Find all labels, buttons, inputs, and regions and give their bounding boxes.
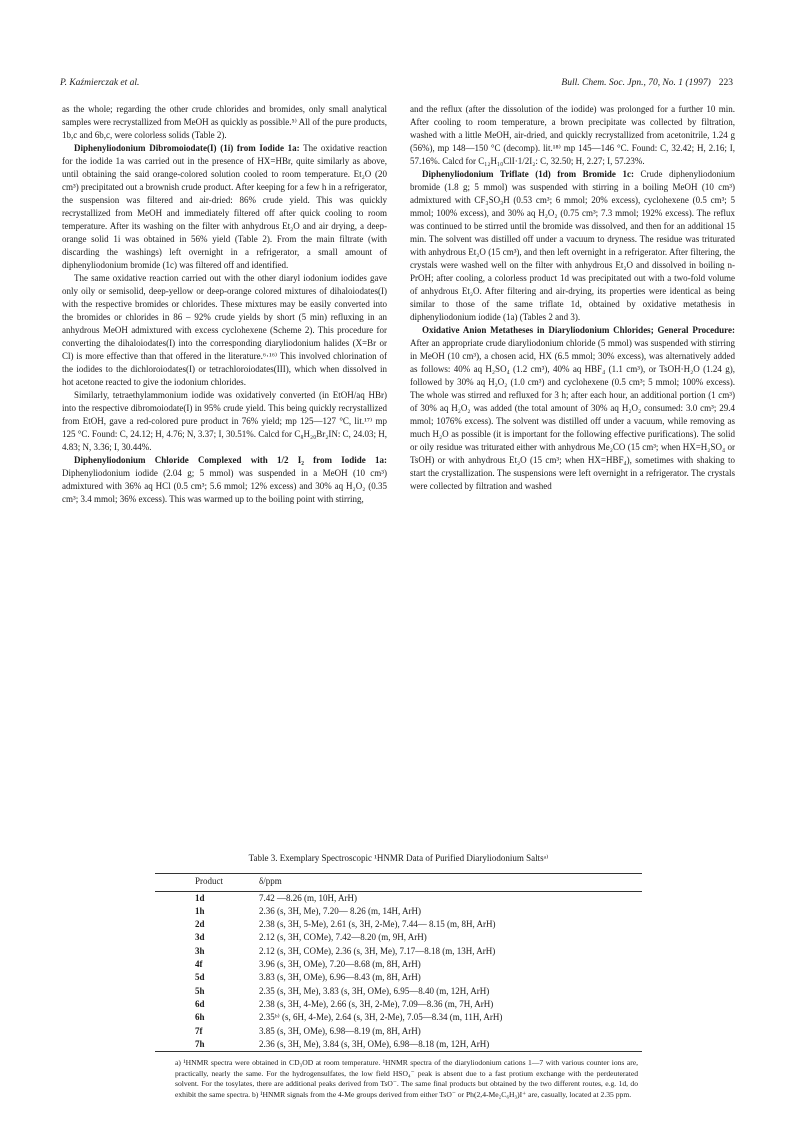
shift-cell: 2.12 (s, 3H, COMe), 2.36 (s, 3H, Me), 7.17—8.18 (m, 13H, ArH) xyxy=(259,945,496,956)
product-cell: 6h xyxy=(195,1012,205,1023)
column-header-product: Product xyxy=(195,876,223,887)
paragraph-body: Crude diphenyliodonium bromide (1.8 g; 5 mmol) was suspended with stirring in a boiling MeOH (10 cm³) admixtured with CF₃SO₃H (0.53 cm³; 6 mmol; 20% excess), cyclohexene (0.5 cm³; 5 mmol; 100% excess), and 30% aq H₂O₂ (0.75 cm³; 7.3 mmol; 192% excess). The reflux was continued to be stirred until the bromide was dissolved, and then for an additional 15 min. The solvent was distilled off under a vacuum to dryness. The residue was triturated with anhydrous Et₂O (15 cm³), and then left overnight in a refrigerator. After filtering, the crystals were washed well on the filter with anhydrous Et₂O and dissolved in boiling n-PrOH; after cooling, a colorless product 1d was precipitated out with a two-fold volume of anhydrous Et₂O. After filtering and air-drying, its properties were identical as being similar to those of the same triflate 1d, obtained by oxidative metathesis in diphenyliodonium iodide (1a) (Tables 2 and 3). xyxy=(410,169,735,322)
paragraph xyxy=(62,142,387,272)
paragraph xyxy=(410,168,735,324)
product-cell: 3d xyxy=(195,932,205,943)
paragraph: The same oxidative reaction carried out with the other diaryl iodonium iodides gave only oily or semisolid, deep-yellow or deep-orange colored mixtures of dihaloiodates(I) with the respective bromides or chlorides. These mixtures may be easily converted into the bromides or chlorides in 86 – 92% crude yields by short (5 min) refluxing in an anhydrous MeOH admixtured with excess cyclohexene (Scheme 2). This procedure for converting the dihaloiodates(I) into the corresponding diaryliodonium halides (X=Br or Cl) is more effective than that offered in the literature.⁶·¹⁶⁾ This involved chlorination of the iodides to the dichloroiodates(I) or tetrachloroiodates(III), which when dissolved in hot acetone reacted to give the iodonium chlorides. xyxy=(62,273,387,387)
product-cell: 5h xyxy=(195,985,205,996)
table-row xyxy=(155,918,642,931)
left-column xyxy=(62,103,387,506)
paragraph xyxy=(410,324,735,493)
shift-cell: 2.35 (s, 3H, Me), 3.83 (s, 3H, OMe), 6.95—8.40 (m, 12H, ArH) xyxy=(259,985,490,996)
column-header-shift: δ/ppm xyxy=(259,876,282,887)
shift-cell: 2.35ᵇ⁾ (s, 6H, 4-Me), 2.64 (s, 3H, 2-Me), 7.05—8.34 (m, 11H, ArH) xyxy=(259,1012,503,1023)
table-row xyxy=(155,958,642,971)
shift-cell: 2.38 (s, 3H, 5-Me), 2.61 (s, 3H, 2-Me), 7.44— 8.15 (m, 8H, ArH) xyxy=(259,919,496,930)
right-column xyxy=(410,103,735,493)
paragraph: and the reflux (after the dissolution of the iodide) was prolonged for a further 10 min. After cooling to room temperature, a brown precipitate was collected by filtration, washed with a little MeOH, air-dried, and quickly recrystallized from acetonitrile, 1.24 g (56%), mp 148—150 °C (decomp). lit.¹⁸⁾ mp 145—146 °C. Found: C, 32.42; H, 2.16; I, 57.16%. Calcd for C₁₂H₁₀ClI·1/2I₂: C, 32.50; H, 2.27; I, 57.23%. xyxy=(410,104,735,166)
paragraph-body: The oxidative reaction for the iodide 1a was carried out in the presence of HX=HBr, quite similarly as above, until obtaining the said orange-colored solution cooled to room temperature. Et₂O (20 cm³) precipitated out a brownish crude product. After keeping for a few h in a refrigerator, the suspension was filtered and air-dried: 86% crude yield. This was quickly recrystallized from MeOH and immediately filtered off after quick cooling to room temperature. After its washing on the filter with anhydrous Et₂O and air drying, a deep-orange solid 1i was obtained in 56% yield (Table 2). From the main filtrate (with discarding the washings) left overnight in a refrigerator, a small amount of diphenyliodonium bromide (1c) was filtered off and identified. xyxy=(62,143,387,270)
paragraph-body: After an appropriate crude diaryliodonium chloride (5 mmol) was suspended with stirring in MeOH (10 cm³), a chosen acid, HX (6.5 mmol; 30% excess), was alternatively added as follows: 40% aq H₂SO₄ (1.2 cm³), 40% aq HBF₄ (1.1 cm³), or TsOH·H₂O (1.24 g), followed by 30% aq H₂O₂ (1.0 cm³) and cyclohexene (0.5 cm³; 5 mmol; 100% excess). The whole was stirred and refluxed for 3 h; after each hour, an additional portion (1 cm³) of 30% aq H₂O₂ was added (the total amount of 30% aq H₂O₂ consumed: 3.0 cm³; 29.4 mmol; 1076% excess). The solvent was distilled off under a vacuum, while removing as much H₂O as possible (it is important for the following effective purifications). The solid or oily residue was triturated either with anhydrous Me₂CO (15 cm³; when HX=H₂SO₄ or TsOH) or with anhydrous Et₂O (15 cm³; when HX=HBF₄), sometimes with shaking to start the crystallization. The suspensions were left overnight in a refrigerator. The crystals were collected by filtration and washed xyxy=(410,338,735,491)
table-row xyxy=(155,971,642,984)
table-footnotes: a) ¹HNMR spectra were obtained in CD₃OD at room temperature. ¹HNMR spectra of the diaryliodonium cations 1—7 with various counter ions are, practically, nearly the same. For the hydrogensulfates, the low field HSO₄⁻ peak is absent due to a fast protium exchange with the perdeuterated solvent. For the tosylates, there are additional peaks derived from TsO⁻. The same final products but obtained by the two different routes, e.g. 1d, do exhibit the same spectra. b) ¹HNMR signals from the 4-Me groups derived from either TsO⁻ or Ph(2,4-Me₂C₆H₃)I⁺ are, casually, located at 2.35 ppm. xyxy=(175,1058,638,1099)
product-cell: 1h xyxy=(195,905,205,916)
nmr-data-table xyxy=(155,852,642,1101)
product-cell: 4f xyxy=(195,959,203,970)
product-cell: 5d xyxy=(195,972,205,983)
table-row xyxy=(155,1025,642,1038)
shift-cell: 3.83 (s, 3H, OMe), 6.96—8.43 (m, 8H, ArH) xyxy=(259,972,421,983)
product-cell: 3h xyxy=(195,945,205,956)
paragraph xyxy=(62,454,387,506)
table-row xyxy=(155,945,642,958)
shift-cell: 2.36 (s, 3H, Me), 7.20— 8.26 (m, 14H, ArH) xyxy=(259,905,421,916)
running-header xyxy=(60,76,733,90)
paragraph: as the whole; regarding the other crude chlorides and bromides, only small analytical samples were recrystallized from MeOH as quickly as possible.⁵⁾ All of the pure products, 1b,c and 6b,c, were colorless solids (Table 2). xyxy=(62,104,387,140)
table-row xyxy=(155,985,642,998)
shift-cell: 3.96 (s, 3H, OMe), 7.20—8.68 (m, 8H, ArH) xyxy=(259,959,421,970)
product-cell: 2d xyxy=(195,919,205,930)
table-bottom-rule xyxy=(155,1051,642,1052)
table-row xyxy=(155,931,642,944)
table-row xyxy=(155,1038,642,1051)
shift-cell: 2.12 (s, 3H, COMe), 7.42—8.20 (m, 9H, ArH) xyxy=(259,932,427,943)
paragraph: Similarly, tetraethylammonium iodide was oxidatively converted (in EtOH/aq HBr) into the respective dibromoiodate(I) in 95% crude yield. This being quickly recrystallized from EtOH, gave a red-colored pure product in 76% yield; mp 125—127 °C, lit.¹⁷⁾ mp 125 °C. Found: C, 24.12; H, 4.76; N, 3.37; I, 30.51%. Calcd for C₈H₂₀Br₂IN: C, 24.03; H, 4.83; N, 3.36; I, 30.44%. xyxy=(62,390,387,452)
section-heading: Diphenyliodonium Triflate (1d) from Bromide 1c: xyxy=(422,169,634,179)
product-cell: 1d xyxy=(195,892,205,903)
header-right xyxy=(561,76,733,90)
header-authors: P. Kaźmierczak et al. xyxy=(60,78,140,88)
section-heading: Oxidative Anion Metatheses in Diaryliodonium Chlorides; General Procedure: xyxy=(422,325,735,335)
section-heading: Diphenyliodonium Dibromoiodate(I) (1i) from Iodide 1a: xyxy=(74,143,300,153)
shift-cell: 7.42 —8.26 (m, 10H, ArH) xyxy=(259,892,357,903)
shift-cell: 3.85 (s, 3H, OMe), 6.98—8.19 (m, 8H, ArH) xyxy=(259,1025,421,1036)
table-row xyxy=(155,1011,642,1024)
header-journal: Bull. Chem. Soc. Jpn., 70, No. 1 (1997) xyxy=(561,78,711,88)
product-cell: 7f xyxy=(195,1025,203,1036)
product-cell: 7h xyxy=(195,1038,205,1049)
page-number: 223 xyxy=(718,78,733,88)
shift-cell: 2.36 (s, 3H, Me), 3.84 (s, 3H, OMe), 6.98—8.18 (m, 12H, ArH) xyxy=(259,1038,490,1049)
table-row xyxy=(155,892,642,905)
table-caption: Table 3. Exemplary Spectroscopic ¹HNMR Data of Purified Diaryliodonium Saltsᵃ⁾ xyxy=(248,853,549,863)
table-header-row xyxy=(155,874,642,890)
paragraph-body: Diphenyliodonium iodide (2.04 g; 5 mmol) was suspended in a MeOH (10 cm³) admixtured with 36% aq HCl (0.5 cm³; 5.6 mmol; 12% excess) and 30% aq H₂O₂ (0.35 cm³; 3.4 mmol; 36% excess). This was warmed up to the boiling point with stirring, xyxy=(62,468,387,504)
product-cell: 6d xyxy=(195,998,205,1009)
table-row xyxy=(155,905,642,918)
spectroscopy-table xyxy=(155,874,642,1051)
shift-cell: 2.38 (s, 3H, 4-Me), 2.66 (s, 3H, 2-Me), 7.09—8.36 (m, 7H, ArH) xyxy=(259,998,494,1009)
section-heading: Diphenyliodonium Chloride Complexed with 1/2 I₂ from Iodide 1a: xyxy=(74,455,387,465)
table-row xyxy=(155,998,642,1011)
